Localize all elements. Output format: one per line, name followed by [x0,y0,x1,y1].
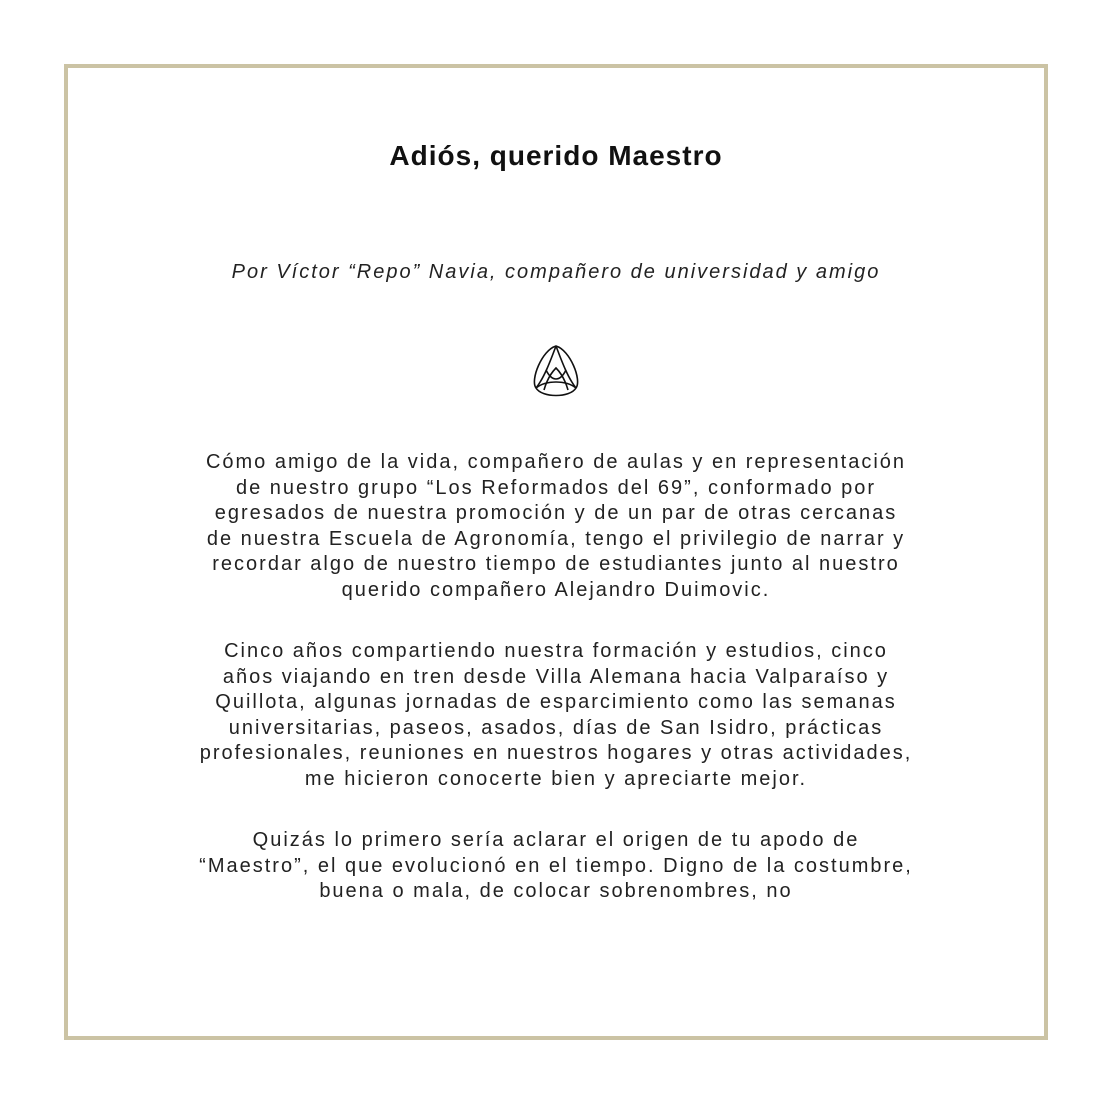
article-title: Adiós, querido Maestro [389,140,723,171]
paragraph: Cinco años compartiendo nuestra formación y estudios, cinco años viajando en tren desde Villa Alemana hacia Valparaíso y Quillota, algunas jornadas de esparcimiento como las semanas universitarias, paseos, asados, días de San Isidro, prácticas profesionales, reuniones en nuestros hogares y otras actividades, me hicieron conocerte bien y apreciarte mejor. [199,640,913,790]
article-frame [64,64,1048,1040]
trefoil-knot-icon [524,340,588,404]
paragraph: Quizás lo primero sería aclarar el origen de tu apodo de “Maestro”, el que evolucionó en el tiempo. Digno de la costumbre, buena o mala, de colocar sobrenombres, no [199,829,913,902]
article-byline: Por Víctor “Repo” Navia, compañero de universidad y amigo [231,261,881,283]
paragraph: Cómo amigo de la vida, compañero de aulas y en representación de nuestro grupo “Los Reformados del 69”, conformado por egresados de nuestra promoción y de un par de otras cercanas de nuestra Escuela de Agronomía, tengo el privilegio de narrar y recordar algo de nuestro tiempo de estudiantes junto al nuestro querido compañero Alejandro Duimovic. [205,451,907,601]
article-body [198,450,914,941]
